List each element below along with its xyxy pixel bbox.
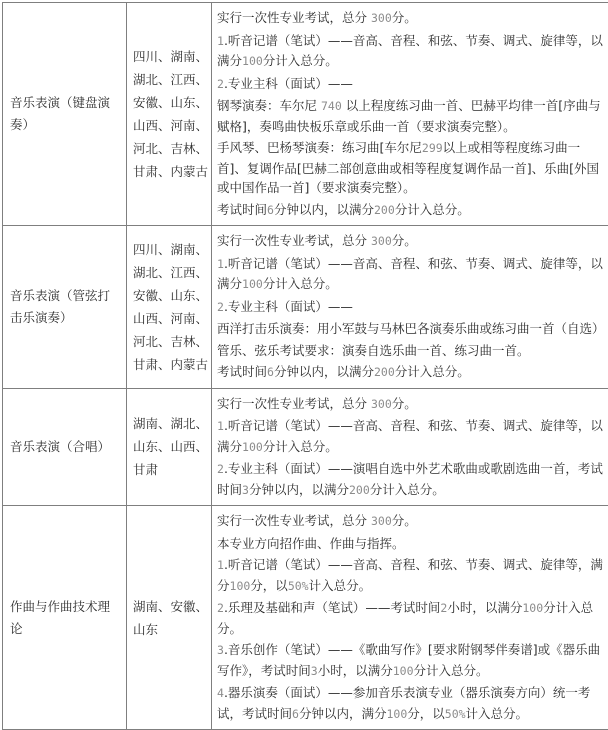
detail-paragraph: 考试时间6分钟以内，以满分200分计入总分。: [217, 200, 607, 221]
provinces-cell: [127, 3, 212, 226]
detail-paragraph: 2.专业主科（面试）——: [217, 74, 607, 95]
major-cell: [3, 226, 127, 389]
details-cell: [212, 388, 608, 506]
detail-paragraph: 钢琴演奏：车尔尼 740 以上程度练习曲一首、巴赫平均律一首[序曲与赋格]，奏鸣曲快板乐章或乐曲一首（要求演奏完整）。: [217, 96, 607, 136]
table-row: [3, 388, 608, 506]
table-row: [3, 3, 608, 226]
provinces-label: 四川、湖南、湖北、江西、安徽、山东、山西、河南、河北、吉林、甘肃、内蒙古: [133, 45, 209, 183]
detail-paragraph: 1.听音记谱（笔试）——音高、音程、和弦、节奏、调式、旋律等，满分100分，以50%计入总分。: [217, 555, 607, 596]
detail-paragraph: 1.听音记谱（笔试）——音高、音程、和弦、节奏、调式、旋律等，以满分100分计入总分。: [217, 31, 607, 72]
details-list: [217, 511, 607, 724]
detail-paragraph: 1.听音记谱（笔试）——音高、音程、和弦、节奏、调式、旋律等，以满分100分计入总分。: [217, 254, 607, 295]
detail-paragraph: 考试时间6分钟以内，以满分200分计入总分。: [217, 362, 607, 383]
details-cell: [212, 3, 608, 226]
provinces-label: 四川、湖南、湖北、江西、安徽、山东、山西、河南、河北、吉林、甘肃、内蒙古: [133, 238, 209, 376]
detail-paragraph: 实行一次性专业考试，总分 300分。: [217, 511, 607, 532]
exam-requirements-table: [2, 2, 608, 730]
detail-paragraph: 2.专业主科（面试）——演唱自选中外艺术歌曲或歌剧选曲一首，考试时间3分钟以内，以满分200分计入总分。: [217, 459, 607, 500]
provinces-cell: [127, 388, 212, 506]
details-list: [217, 231, 607, 383]
provinces-label: 湖南、湖北、山东、山西、甘肃: [133, 412, 209, 481]
table-row: [3, 226, 608, 389]
detail-paragraph: 2.乐理及基础和声（笔试）——考试时间2小时，以满分100分计入总分。: [217, 598, 607, 638]
details-list: [217, 394, 607, 501]
major-cell: [3, 506, 127, 730]
detail-paragraph: 实行一次性专业考试，总分 300分。: [217, 394, 607, 415]
details-list: [217, 8, 607, 220]
detail-paragraph: 1.听音记谱（笔试）——音高、音程、和弦、节奏、调式、旋律等，以满分100分计入总分。: [217, 416, 607, 457]
detail-paragraph: 管乐、弦乐考试要求：演奏自选乐曲一首、练习曲一首。: [217, 341, 607, 361]
provinces-label: 湖南、安徽、山东: [133, 595, 209, 641]
major-label: 音乐表演（管弦打击乐演奏）: [10, 285, 122, 329]
table-row: [3, 506, 608, 730]
detail-paragraph: 4.器乐演奏（面试）——参加音乐表演专业（器乐演奏方向）统一考试，考试时间6分钟以内，满分100分，以50%计入总分。: [217, 683, 607, 724]
detail-paragraph: 2.专业主科（面试）——: [217, 297, 607, 318]
provinces-cell: [127, 226, 212, 389]
provinces-cell: [127, 506, 212, 730]
detail-paragraph: 西洋打击乐演奏：用小军鼓与马林巴各演奏乐曲或练习曲一首（自选）: [217, 319, 607, 339]
details-cell: [212, 506, 608, 730]
detail-paragraph: 3.音乐创作（笔试）——《歌曲写作》[要求附钢琴伴奏谱]或《器乐曲写作》，考试时间3小时，以满分100分计入总分。: [217, 640, 607, 681]
detail-paragraph: 实行一次性专业考试，总分 300分。: [217, 8, 607, 29]
major-cell: [3, 3, 127, 226]
detail-paragraph: 本专业方向招作曲、作曲与指挥。: [217, 534, 607, 554]
major-cell: [3, 388, 127, 506]
major-label: 音乐表演（键盘演奏）: [10, 92, 122, 136]
major-label: 音乐表演（合唱）: [10, 436, 122, 458]
detail-paragraph: 实行一次性专业考试，总分 300分。: [217, 231, 607, 252]
detail-paragraph: 手风琴、巴杨琴演奏：练习曲[车尔尼299以上或相等程度练习曲一首]、复调作品[巴赫二部创意曲或相等程度复调作品一首]、乐曲[外国或中国作品一首]（要求演奏完整）。: [217, 138, 607, 198]
major-label: 作曲与作曲技术理论: [10, 596, 122, 640]
details-cell: [212, 226, 608, 389]
